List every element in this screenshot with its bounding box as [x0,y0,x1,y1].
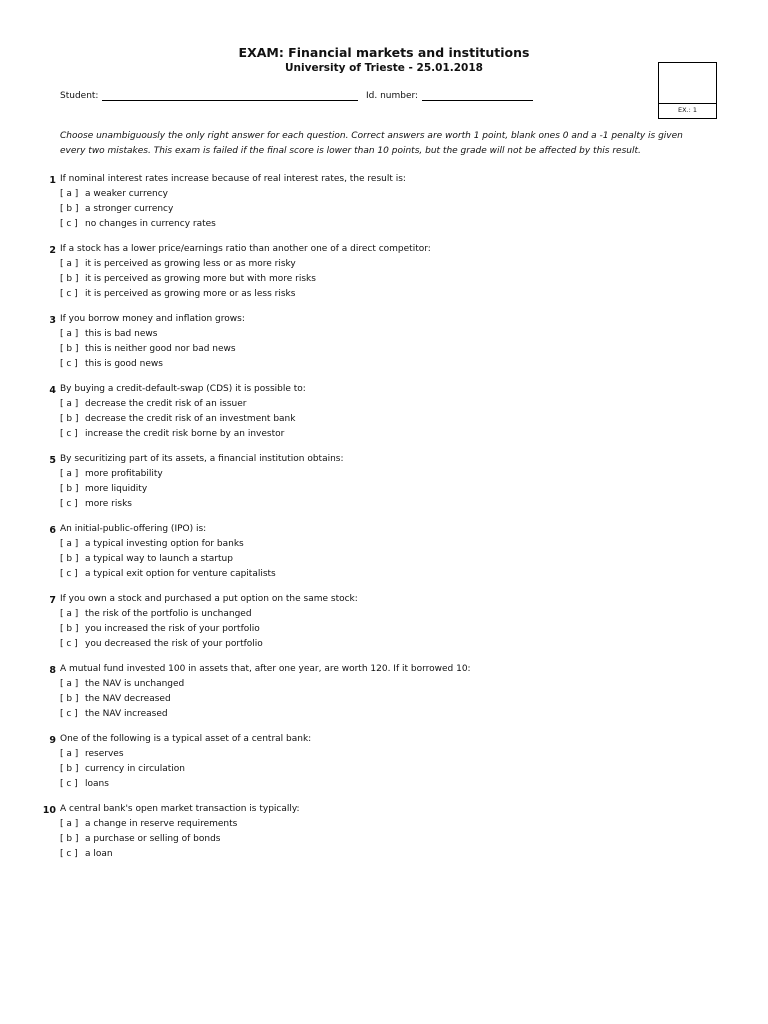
option-key: [ c ] [60,359,78,369]
option-text: more profitability [85,469,163,479]
option-a[interactable] [60,329,157,339]
student-field [60,91,358,101]
option-text: it is perceived as growing more but with more risks [85,274,316,284]
option-text: a weaker currency [85,189,168,199]
option-a[interactable] [60,609,252,619]
option-key: [ a ] [60,749,79,759]
option-key: [ b ] [60,344,79,354]
question-number: 6 [49,525,56,536]
question-number: 5 [49,455,56,466]
question [0,243,768,313]
option-key: [ b ] [60,274,79,284]
option-b[interactable] [60,344,236,354]
question [0,803,768,873]
option-key: [ a ] [60,819,79,829]
question-text: If you borrow money and inflation grows: [60,314,245,324]
option-text: you increased the risk of your portfolio [85,624,260,634]
question [0,663,768,733]
option-key: [ b ] [60,554,79,564]
option-text: it is perceived as growing less or as more risky [85,259,296,269]
option-key: [ b ] [60,204,79,214]
option-key: [ a ] [60,399,79,409]
question-text: By buying a credit-default-swap (CDS) it is possible to: [60,384,306,394]
option-text: no changes in currency rates [85,219,216,229]
option-a[interactable] [60,679,184,689]
option-b[interactable] [60,414,295,424]
option-a[interactable] [60,189,168,199]
option-a[interactable] [60,259,296,269]
option-a[interactable] [60,539,244,549]
option-key: [ a ] [60,539,79,549]
option-text: a purchase or selling of bonds [85,834,221,844]
question [0,173,768,243]
option-c[interactable] [60,709,168,719]
option-key: [ b ] [60,484,79,494]
option-text: the NAV is unchanged [85,679,185,689]
question-text: If you own a stock and purchased a put option on the same stock: [60,594,358,604]
question-number: 2 [49,245,56,256]
exam-code-label: EX.: 1 [677,106,698,114]
option-c[interactable] [60,779,109,789]
question-number: 7 [49,595,56,606]
option-key: [ c ] [60,499,78,509]
option-text: a typical exit option for venture capitalists [85,569,276,579]
option-key: [ c ] [60,709,78,719]
option-key: [ a ] [60,609,79,619]
option-key: [ c ] [60,289,78,299]
option-key: [ b ] [60,414,79,424]
option-a[interactable] [60,749,124,759]
option-c[interactable] [60,569,276,579]
option-text: this is good news [85,359,163,369]
option-key: [ a ] [60,189,79,199]
option-b[interactable] [60,204,173,214]
question-text: A mutual fund invested 100 in assets that, after one year, are worth 120. If it borrowed 10: [60,664,471,674]
option-text: a stronger currency [85,204,174,214]
option-key: [ a ] [60,469,79,479]
option-key: [ a ] [60,259,79,269]
student-label: Student: [60,91,99,101]
question [0,523,768,593]
option-text: this is bad news [85,329,158,339]
option-a[interactable] [60,469,163,479]
option-text: a typical investing option for banks [85,539,244,549]
question-text: If nominal interest rates increase because of real interest rates, the result is: [60,174,406,184]
option-text: the NAV increased [85,709,168,719]
option-text: more liquidity [85,484,148,494]
option-key: [ b ] [60,624,79,634]
option-text: the NAV decreased [85,694,171,704]
question-text: An initial-public-offering (IPO) is: [60,524,207,534]
option-text: a typical way to launch a startup [85,554,233,564]
option-key: [ b ] [60,834,79,844]
id-number-field [366,91,533,101]
id-number-label: Id. number: [366,91,419,101]
exam-subtitle: University of Trieste - 25.01.2018 [285,62,483,74]
id-number-line[interactable] [422,91,533,101]
option-c[interactable] [60,289,295,299]
option-text: a loan [85,849,113,859]
option-a[interactable] [60,399,246,409]
question-number: 8 [49,665,56,676]
option-key: [ c ] [60,779,78,789]
question-number: 4 [49,385,56,396]
question-text: A central bank's open market transaction is typically: [60,804,300,814]
option-key: [ c ] [60,849,78,859]
option-text: decrease the credit risk of an investment bank [85,414,296,424]
question-list [0,173,768,873]
option-key: [ c ] [60,429,78,439]
option-b[interactable] [60,694,171,704]
exam-code-divider [659,103,716,104]
option-c[interactable] [60,359,163,369]
option-key: [ b ] [60,694,79,704]
option-text: decrease the credit risk of an issuer [85,399,247,409]
exam-code-box [658,62,717,119]
option-c[interactable] [60,429,284,439]
option-b[interactable] [60,764,185,774]
option-text: it is perceived as growing more or as less risks [85,289,296,299]
option-b[interactable] [60,484,147,494]
question-number: 10 [42,805,56,816]
question-text: One of the following is a typical asset of a central bank: [60,734,312,744]
option-b[interactable] [60,554,233,564]
question-number: 9 [49,735,56,746]
question [0,733,768,803]
option-key: [ c ] [60,569,78,579]
student-name-line[interactable] [102,91,358,101]
option-key: [ b ] [60,764,79,774]
option-key: [ a ] [60,329,79,339]
option-key: [ c ] [60,639,78,649]
question-number: 1 [49,175,56,186]
question [0,313,768,383]
option-text: this is neither good nor bad news [85,344,236,354]
option-text: increase the credit risk borne by an investor [85,429,285,439]
option-b[interactable] [60,624,260,634]
question-text: By securitizing part of its assets, a financial institution obtains: [60,454,344,464]
option-text: reserves [85,749,124,759]
option-text: loans [85,779,109,789]
option-text: currency in circulation [85,764,185,774]
instructions: Choose unambiguously the only right answer for each question. Correct answers are worth 1 point, blank ones 0 and a -1 penalty is given every two mistakes. This exam is failed if the final score is lower than 10 points, but the grade will not be affected by this result. [60,131,683,156]
option-key: [ c ] [60,219,78,229]
exam-title: EXAM: Financial markets and institutions [238,45,530,60]
option-b[interactable] [60,274,316,284]
option-text: a change in reserve requirements [85,819,238,829]
option-b[interactable] [60,834,220,844]
option-text: you decreased the risk of your portfolio [85,639,263,649]
question [0,383,768,453]
option-c[interactable] [60,219,216,229]
question [0,453,768,523]
option-key: [ a ] [60,679,79,689]
question-text: If a stock has a lower price/earnings ratio than another one of a direct competitor: [60,244,431,254]
question-number: 3 [49,315,56,326]
option-c[interactable] [60,639,263,649]
option-text: the risk of the portfolio is unchanged [85,609,252,619]
option-c[interactable] [60,499,132,509]
question [0,593,768,663]
option-a[interactable] [60,819,237,829]
option-c[interactable] [60,849,113,859]
option-text: more risks [85,499,132,509]
